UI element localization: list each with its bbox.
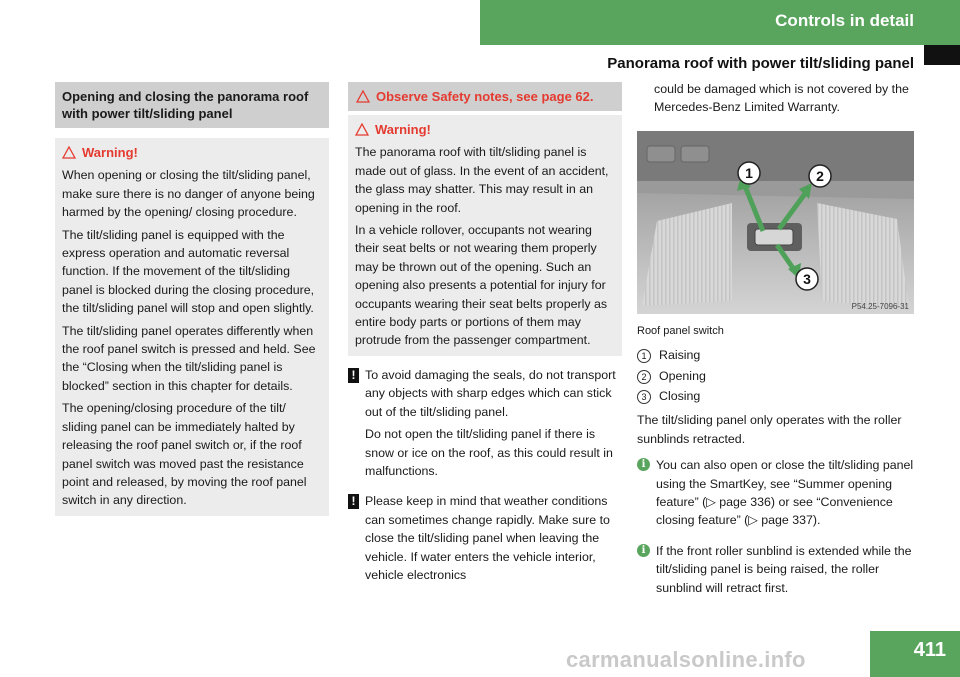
legend-number: 1 — [637, 349, 651, 363]
callout-1 — [738, 162, 760, 184]
paragraph: You can also open or close the tilt/sliding panel using the SmartKey, see “Summer opening feature” (▷ page 336) or see “Convenience closing feature” (▷ page 337). — [656, 458, 914, 528]
section-heading: Opening and closing the panorama roof with power tilt/sliding panel — [55, 82, 329, 128]
paragraph: The tilt/sliding panel is equipped with the express operation and automatic reversal function. If the movement of the tilt/sliding panel is blocked during the closing procedure, the tilt/sliding panel will stop and open slightly. — [62, 227, 315, 316]
legend-item — [637, 346, 917, 364]
right-column — [637, 80, 917, 601]
warning-icon — [356, 90, 370, 103]
page-subtitle: Panorama roof with power tilt/sliding panel — [607, 55, 914, 72]
page-number: 411 — [913, 639, 946, 661]
warning-title-text: Warning! — [82, 145, 138, 160]
image-caption: Roof panel switch — [637, 324, 724, 337]
roof-panel-switch-image — [637, 131, 914, 314]
paragraph: If the front roller sunblind is extended while the tilt/sliding panel is being raised, the roller sunblind will retract first. — [656, 543, 912, 595]
paragraph: could be damaged which is not covered by the Mercedes-Benz Limited Warranty. — [654, 82, 909, 115]
section-title: Controls in detail — [775, 11, 914, 30]
warning-title — [355, 121, 616, 139]
watermark: carmanualsonline.info — [566, 647, 806, 672]
header-marker — [924, 45, 960, 65]
safety-heading-text: Observe Safety notes, see page 62. — [376, 89, 594, 104]
left-column — [55, 82, 329, 516]
warning-icon — [355, 123, 369, 136]
caution-note — [348, 366, 622, 484]
legend-item — [637, 387, 917, 405]
paragraph: The panorama roof with tilt/sliding panel is made out of glass. In the event of an accident, the glass may shatter. This may result in an opening in the roof. — [355, 145, 609, 215]
legend-label: Closing — [659, 389, 701, 404]
paragraph: To avoid damaging the seals, do not transport any objects with sharp edges which can stick out of the tilt/sliding panel. — [365, 367, 616, 419]
safety-heading — [348, 82, 622, 111]
warning-box — [55, 138, 329, 516]
svg-text:2: 2 — [816, 167, 824, 184]
warning-title-text: Warning! — [375, 122, 431, 137]
legend-label: Raising — [659, 348, 701, 363]
legend-number: 3 — [637, 390, 651, 404]
paragraph: The tilt/sliding panel operates differently when the roof panel switch is pressed and held. See the “Closing when the tilt/sliding panel is blocked” section in this chapter for details. — [62, 323, 316, 393]
info-note — [637, 456, 917, 534]
paragraph: Please keep in mind that weather conditions can sometimes change rapidly. Make sure to close the tilt/sliding panel when leaving the vehicle. If water enters the vehicle interior, vehicle electronics — [365, 494, 610, 582]
svg-text:3: 3 — [803, 270, 811, 287]
image-ref-code: P54.25-7096-31 — [851, 301, 909, 311]
legend-item — [637, 367, 917, 385]
info-icon: i — [637, 544, 650, 557]
callout-3 — [796, 268, 818, 290]
paragraph: The tilt/sliding panel only operates with the roller sunblinds retracted. — [637, 413, 902, 446]
warning-icon — [62, 146, 76, 159]
paragraph: In a vehicle rollover, occupants not wearing their seat belts or not wearing them properly may be thrown out of the opening. Such an opening also presents a potential for injury for occupants wearing their seat belts properly as entire body parts or portions of them may protrude from the passenger compartment. — [355, 223, 608, 348]
middle-column — [348, 82, 622, 588]
callout-2 — [809, 165, 831, 187]
svg-text:1: 1 — [745, 164, 753, 181]
warning-title — [62, 144, 323, 162]
paragraph: The opening/closing procedure of the tilt/ sliding panel can be immediately halted by releasing the roof panel switch or, if the roof panel switch was moved past the resistance point and released, by moving the roof panel switch in any direction. — [62, 401, 307, 508]
roof-switch-illustration — [637, 131, 914, 314]
paragraph: Do not open the tilt/sliding panel if there is snow or ice on the roof, as this could result in malfunctions. — [365, 427, 613, 478]
info-icon: i — [637, 458, 650, 471]
legend-number: 2 — [637, 370, 651, 384]
warning-box — [348, 115, 622, 356]
paragraph: When opening or closing the tilt/sliding panel, make sure there is no danger of anyone being harmed by the opening/ closing procedure. — [62, 168, 315, 220]
caution-icon: ! — [348, 368, 359, 383]
info-note — [637, 542, 917, 601]
caution-note — [348, 492, 622, 588]
page-number-box — [870, 631, 960, 677]
legend-label: Opening — [659, 368, 706, 383]
caution-icon: ! — [348, 494, 359, 509]
